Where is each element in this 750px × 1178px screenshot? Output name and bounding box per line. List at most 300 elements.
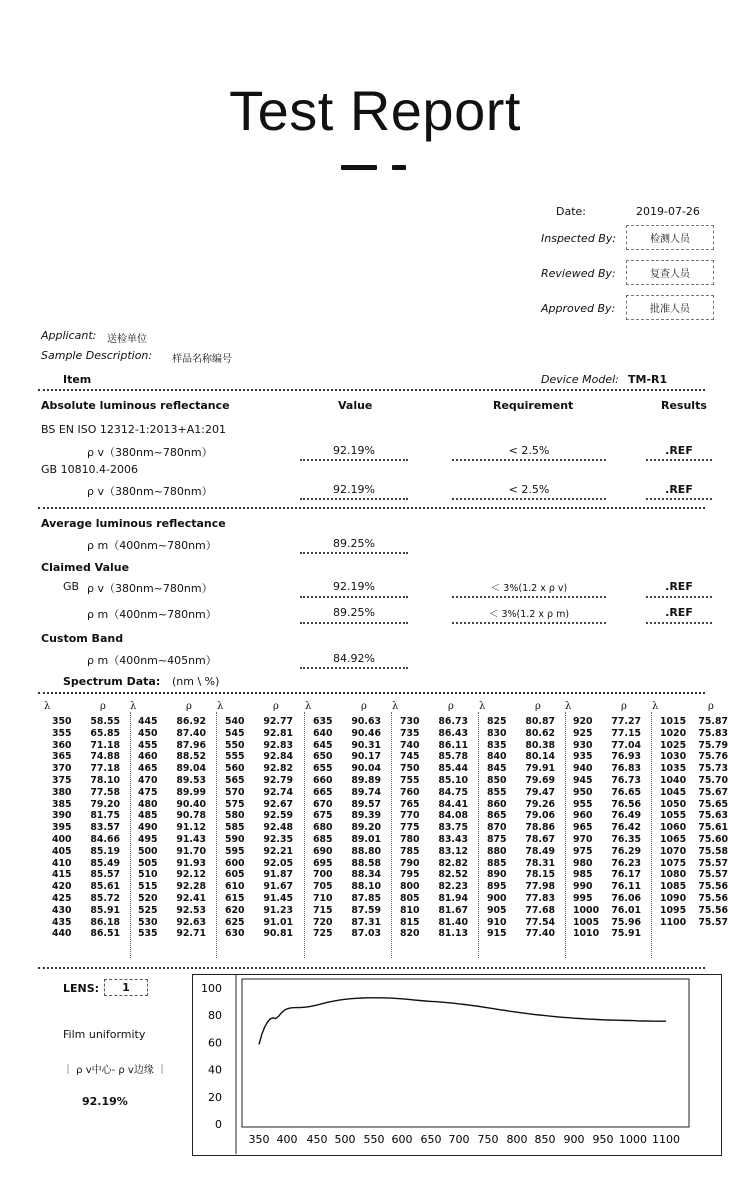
wavelength-cell: 765 [400, 798, 420, 810]
reflectance-cell: 77.54 [525, 916, 555, 928]
underline [300, 622, 408, 624]
lambda-header: λ [44, 701, 51, 712]
wavelength-cell: 645 [313, 739, 333, 751]
x-tick-label: 450 [306, 1133, 328, 1146]
lens-label: LENS: [63, 982, 100, 995]
reflectance-cell: 85.44 [438, 763, 468, 775]
spectrum-row [52, 928, 120, 940]
reflectance-cell: 76.73 [611, 774, 641, 786]
reflectance-cell: 83.12 [438, 845, 468, 857]
reflectance-cell: 86.73 [438, 716, 468, 727]
spectrum-row [313, 810, 381, 822]
wavelength-cell: 840 [487, 751, 507, 763]
spectrum-row [225, 834, 293, 846]
reflectance-cell: 85.19 [90, 845, 120, 857]
wavelength-cell: 775 [400, 822, 420, 834]
spectrum-row [52, 763, 120, 775]
spectrum-row [313, 928, 381, 940]
spectrum-row [400, 928, 468, 940]
reflectance-cell: 90.78 [176, 810, 206, 822]
wavelength-cell: 560 [225, 763, 245, 775]
underline [300, 552, 408, 554]
claimed-2-param: ρ m（400nm~780nm） [87, 608, 217, 621]
spectrum-row [487, 881, 555, 893]
reflectance-cell: 78.67 [525, 833, 555, 845]
wavelength-cell: 500 [138, 845, 158, 857]
wavelength-cell: 1045 [660, 786, 687, 798]
lambda-header: λ [130, 701, 137, 712]
spectrum-row [52, 822, 120, 834]
spectrum-row [487, 834, 555, 846]
reflectance-cell: 79.91 [525, 763, 555, 775]
reflectance-cell: 89.04 [176, 763, 206, 775]
wavelength-cell: 655 [313, 763, 333, 775]
wavelength-cell: 570 [225, 786, 245, 798]
reflectance-cell: 80.62 [525, 727, 555, 739]
lambda-header: λ [392, 701, 399, 712]
underline [300, 459, 408, 461]
spectrum-column [487, 716, 555, 940]
reflectance-cell: 75.87 [698, 716, 728, 727]
wavelength-cell: 995 [573, 892, 593, 904]
wavelength-cell: 725 [313, 928, 333, 940]
spectrum-row [660, 740, 728, 752]
reflectance-cell: 75.57 [698, 869, 728, 881]
reviewed-value: 复查人员 [650, 269, 690, 280]
wavelength-cell: 460 [138, 751, 158, 763]
wavelength-cell: 385 [52, 798, 72, 810]
spectrum-row [225, 740, 293, 752]
reflectance-cell: 77.15 [611, 727, 641, 739]
reflectance-cell: 87.31 [351, 916, 381, 928]
wavelength-cell: 485 [138, 810, 158, 822]
reflectance-cell: 89.20 [351, 822, 381, 834]
y-tick-label: 80 [208, 1009, 222, 1023]
page-title: Test Report [229, 79, 521, 142]
wavelength-cell: 575 [225, 798, 245, 810]
claimed-1-param: ρ v（380nm~780nm） [87, 582, 213, 595]
wavelength-cell: 660 [313, 774, 333, 786]
spectrum-row [313, 834, 381, 846]
reflectance-cell: 75.56 [698, 904, 728, 916]
spectrum-row [487, 893, 555, 905]
spectrum-row [573, 740, 641, 752]
spectrum-row [138, 740, 206, 752]
spectrum-row [225, 728, 293, 740]
wavelength-cell: 540 [225, 716, 245, 727]
wavelength-cell: 685 [313, 833, 333, 845]
reflectance-cell: 92.79 [263, 774, 293, 786]
reflectance-cell: 92.05 [263, 857, 293, 869]
wavelength-cell: 910 [487, 916, 507, 928]
spectrum-row [660, 822, 728, 834]
spectrum-row [138, 893, 206, 905]
y-tick-label: 60 [208, 1036, 222, 1050]
wavelength-cell: 670 [313, 798, 333, 810]
spectrum-row [400, 787, 468, 799]
reflectance-cell: 65.85 [90, 727, 120, 739]
column-separator [651, 712, 652, 958]
reflectance-cell: 75.56 [698, 881, 728, 893]
reflectance-cell: 75.73 [698, 763, 728, 775]
wavelength-cell: 590 [225, 833, 245, 845]
plot-area [242, 979, 689, 1127]
spectrum-row [138, 834, 206, 846]
spectrum-row [573, 728, 641, 740]
wavelength-cell: 720 [313, 916, 333, 928]
wavelength-cell: 605 [225, 869, 245, 881]
reflectance-cell: 92.71 [176, 928, 206, 940]
spectrum-row [573, 799, 641, 811]
spectrum-row [313, 763, 381, 775]
reflectance-cell: 81.13 [438, 928, 468, 940]
date-value: 2019-07-26 [636, 205, 700, 218]
reflectance-cell: 89.74 [351, 786, 381, 798]
reflectance-cell: 77.83 [525, 892, 555, 904]
spectrum-row [225, 917, 293, 929]
lambda-header: λ [217, 701, 224, 712]
spectrum-row [400, 740, 468, 752]
divider [38, 967, 705, 969]
spectrum-row [138, 822, 206, 834]
reflectance-cell: 75.76 [698, 751, 728, 763]
spectrum-row [225, 905, 293, 917]
lambda-header: λ [305, 701, 312, 712]
column-separator [216, 712, 217, 958]
spectrum-row [313, 881, 381, 893]
wavelength-cell: 530 [138, 916, 158, 928]
reflectance-cell: 75.67 [698, 786, 728, 798]
x-tick-label: 400 [276, 1133, 298, 1146]
approved-value: 批准人员 [650, 304, 690, 315]
reflectance-cell: 90.81 [263, 928, 293, 940]
wavelength-cell: 945 [573, 774, 593, 786]
wavelength-cell: 365 [52, 751, 72, 763]
wavelength-cell: 770 [400, 810, 420, 822]
wavelength-cell: 375 [52, 774, 72, 786]
spectrum-row [313, 728, 381, 740]
spectrum-row [313, 858, 381, 870]
spectrum-row [660, 728, 728, 740]
spectrum-row [660, 846, 728, 858]
reflectance-cell: 83.43 [438, 833, 468, 845]
reflectance-cell: 91.23 [263, 904, 293, 916]
reflectance-cell: 76.17 [611, 869, 641, 881]
spectrum-row [225, 751, 293, 763]
x-tick-label: 850 [534, 1133, 556, 1146]
reflectance-cell: 84.75 [438, 786, 468, 798]
spectrum-row [138, 905, 206, 917]
wavelength-cell: 985 [573, 869, 593, 881]
spectrum-row [400, 728, 468, 740]
reflectance-cell: 76.93 [611, 751, 641, 763]
reflectance-cell: 85.78 [438, 751, 468, 763]
wavelength-cell: 455 [138, 739, 158, 751]
reflectance-cell: 77.68 [525, 904, 555, 916]
spectrum-row [52, 881, 120, 893]
wavelength-cell: 980 [573, 857, 593, 869]
wavelength-cell: 750 [400, 763, 420, 775]
rho-header: ρ [448, 701, 454, 712]
reflectance-cell: 76.83 [611, 763, 641, 775]
wavelength-cell: 935 [573, 751, 593, 763]
spectrum-row [573, 928, 641, 940]
divider [38, 692, 705, 694]
wavelength-cell: 535 [138, 928, 158, 940]
spectrum-row [138, 869, 206, 881]
title-underline-dash-short [392, 165, 406, 170]
spectrum-row [400, 834, 468, 846]
reflectance-cell: 92.48 [263, 822, 293, 834]
spectrum-row [313, 822, 381, 834]
spectrum-row [400, 846, 468, 858]
applicant-label: Applicant: [41, 329, 97, 342]
y-tick-label: 40 [208, 1063, 222, 1077]
reflectance-cell: 76.01 [611, 904, 641, 916]
column-separator [130, 712, 131, 958]
underline [646, 622, 712, 624]
film-uniformity-label: Film uniformity [63, 1028, 146, 1041]
reflectance-cell: 78.15 [525, 869, 555, 881]
reflectance-cell: 92.74 [263, 786, 293, 798]
spectrum-column [400, 716, 468, 940]
wavelength-cell: 715 [313, 904, 333, 916]
spectrum-row [138, 775, 206, 787]
custom-band-title: Custom Band [41, 632, 124, 645]
spectrum-row [225, 822, 293, 834]
underline [452, 622, 606, 624]
spectrum-row [400, 917, 468, 929]
reflectance-cell: 75.96 [611, 916, 641, 928]
spectrum-row [225, 893, 293, 905]
underline [452, 498, 606, 500]
reflectance-cell: 92.35 [263, 833, 293, 845]
spectrum-row [400, 893, 468, 905]
wavelength-cell: 790 [400, 857, 420, 869]
reflectance-cell: 78.10 [90, 774, 120, 786]
wavelength-cell: 870 [487, 822, 507, 834]
reflectance-cell: 77.04 [611, 739, 641, 751]
reflectance-cell: 87.96 [176, 739, 206, 751]
spectrum-row [313, 799, 381, 811]
spectrum-row [487, 716, 555, 728]
standard-2: GB 10810.4-2006 [41, 463, 139, 476]
claimed-2-value: 89.25% [333, 606, 375, 619]
reflectance-cell: 88.58 [351, 857, 381, 869]
wavelength-cell: 950 [573, 786, 593, 798]
wavelength-cell: 415 [52, 869, 72, 881]
reflectance-cell: 87.59 [351, 904, 381, 916]
reflectance-cell: 77.58 [90, 786, 120, 798]
reflectance-cell: 92.28 [176, 881, 206, 893]
wavelength-cell: 825 [487, 716, 507, 727]
wavelength-cell: 920 [573, 716, 593, 727]
wavelength-cell: 740 [400, 739, 420, 751]
spectrum-row [400, 905, 468, 917]
spectrum-row [573, 881, 641, 893]
wavelength-cell: 1095 [660, 904, 687, 916]
reflectance-cell: 89.01 [351, 833, 381, 845]
wavelength-cell: 1000 [573, 904, 600, 916]
wavelength-cell: 690 [313, 845, 333, 857]
wavelength-cell: 695 [313, 857, 333, 869]
wavelength-cell: 1025 [660, 739, 687, 751]
reflectance-cell: 89.53 [176, 774, 206, 786]
spectrum-row [52, 810, 120, 822]
spectrum-row [573, 893, 641, 905]
reflectance-cell: 75.60 [698, 833, 728, 845]
claimed-2-requirement: ＜ 3%(1.2 x ρ m) [488, 609, 570, 620]
column-separator [391, 712, 392, 958]
reflectance-cell: 79.47 [525, 786, 555, 798]
standard-2-param: ρ v（380nm~780nm） [87, 485, 213, 498]
spectrum-row [487, 751, 555, 763]
wavelength-cell: 1030 [660, 751, 687, 763]
wavelength-cell: 475 [138, 786, 158, 798]
spectrum-row [573, 822, 641, 834]
spectrum-row [225, 881, 293, 893]
spectrum-row [138, 716, 206, 728]
spectrum-row [573, 810, 641, 822]
wavelength-cell: 470 [138, 774, 158, 786]
wavelength-cell: 435 [52, 916, 72, 928]
applicant-value: 送检单位 [107, 334, 147, 345]
spectrum-row [487, 905, 555, 917]
reflectance-cell: 80.87 [525, 716, 555, 727]
wavelength-cell: 895 [487, 881, 507, 893]
spectrum-row [573, 763, 641, 775]
spectrum-row [487, 763, 555, 775]
item-label: Item [63, 373, 92, 386]
spectrum-row [313, 740, 381, 752]
spectrum-row [487, 917, 555, 929]
wavelength-cell: 955 [573, 798, 593, 810]
reflectance-cell: 79.06 [525, 810, 555, 822]
wavelength-cell: 490 [138, 822, 158, 834]
spectrum-row [313, 846, 381, 858]
reflectance-cell: 91.70 [176, 845, 206, 857]
wavelength-cell: 405 [52, 845, 72, 857]
spectrum-row [138, 928, 206, 940]
standard-1-value: 92.19% [333, 444, 375, 457]
spectrum-row [313, 917, 381, 929]
wavelength-cell: 520 [138, 892, 158, 904]
spectrum-row [660, 787, 728, 799]
wavelength-cell: 990 [573, 881, 593, 893]
spectrum-row [487, 799, 555, 811]
reflectance-cell: 92.41 [176, 892, 206, 904]
spectrum-row [573, 751, 641, 763]
reflectance-cell: 84.41 [438, 798, 468, 810]
spectrum-row [225, 810, 293, 822]
standard-2-requirement: < 2.5% [508, 483, 550, 496]
wavelength-cell: 705 [313, 881, 333, 893]
spectrum-row [313, 905, 381, 917]
reviewed-signature-box [626, 260, 714, 285]
reflectance-cell: 91.01 [263, 916, 293, 928]
wavelength-cell: 940 [573, 763, 593, 775]
wavelength-cell: 350 [52, 716, 72, 727]
rho-header: ρ [535, 701, 541, 712]
y-tick-label: 100 [201, 982, 222, 995]
spectrum-row [400, 751, 468, 763]
spectrum-row [52, 846, 120, 858]
lambda-header: λ [565, 701, 572, 712]
wavelength-cell: 480 [138, 798, 158, 810]
wavelength-cell: 1070 [660, 845, 687, 857]
reflectance-cell: 77.98 [525, 881, 555, 893]
wavelength-cell: 440 [52, 928, 72, 940]
spectrum-row [225, 869, 293, 881]
wavelength-cell: 630 [225, 928, 245, 940]
spectrum-row [660, 799, 728, 811]
divider [38, 389, 705, 391]
spectrum-row [660, 869, 728, 881]
spectrum-column [660, 716, 728, 928]
spectrum-row [487, 787, 555, 799]
reflectance-cell: 89.57 [351, 798, 381, 810]
wavelength-cell: 1035 [660, 763, 687, 775]
spectrum-row [400, 881, 468, 893]
lens-value: 1 [104, 979, 148, 996]
column-separator [478, 712, 479, 958]
spectrum-row [400, 716, 468, 728]
wavelength-cell: 835 [487, 739, 507, 751]
wavelength-cell: 625 [225, 916, 245, 928]
average-title: Average luminous reflectance [41, 517, 226, 530]
spectrum-row [52, 716, 120, 728]
wavelength-cell: 1100 [660, 916, 687, 928]
spectrum-row [138, 810, 206, 822]
rho-header: ρ [621, 701, 627, 712]
reflectance-cell: 80.38 [525, 739, 555, 751]
reflectance-cell: 88.10 [351, 881, 381, 893]
wavelength-cell: 975 [573, 845, 593, 857]
wavelength-cell: 1055 [660, 810, 687, 822]
reflectance-cell: 75.56 [698, 892, 728, 904]
spectrum-row [313, 787, 381, 799]
reflectance-cell: 90.17 [351, 751, 381, 763]
reflectance-cell: 71.18 [90, 739, 120, 751]
spectrum-row [225, 763, 293, 775]
reflectance-cell: 92.21 [263, 845, 293, 857]
spectrum-row [400, 810, 468, 822]
wavelength-cell: 1020 [660, 727, 687, 739]
wavelength-cell: 800 [400, 881, 420, 893]
spectrum-row [400, 799, 468, 811]
lambda-header: λ [479, 701, 486, 712]
wavelength-cell: 450 [138, 727, 158, 739]
wavelength-cell: 785 [400, 845, 420, 857]
wavelength-cell: 855 [487, 786, 507, 798]
reflectance-cell: 87.03 [351, 928, 381, 940]
spectrum-row [573, 787, 641, 799]
reflectance-cell: 90.04 [351, 763, 381, 775]
col-value-header: Value [338, 399, 373, 412]
date-label: Date: [556, 205, 586, 218]
spectrum-row [573, 834, 641, 846]
wavelength-cell: 410 [52, 857, 72, 869]
reflectance-cell: 87.40 [176, 727, 206, 739]
reflectance-line [259, 998, 666, 1045]
spectrum-row [313, 716, 381, 728]
wavelength-cell: 735 [400, 727, 420, 739]
reflectance-cell: 78.49 [525, 845, 555, 857]
custom-band-value: 84.92% [333, 652, 375, 665]
reflectance-cell: 92.63 [176, 916, 206, 928]
spectrum-row [52, 740, 120, 752]
reflectance-cell: 79.26 [525, 798, 555, 810]
